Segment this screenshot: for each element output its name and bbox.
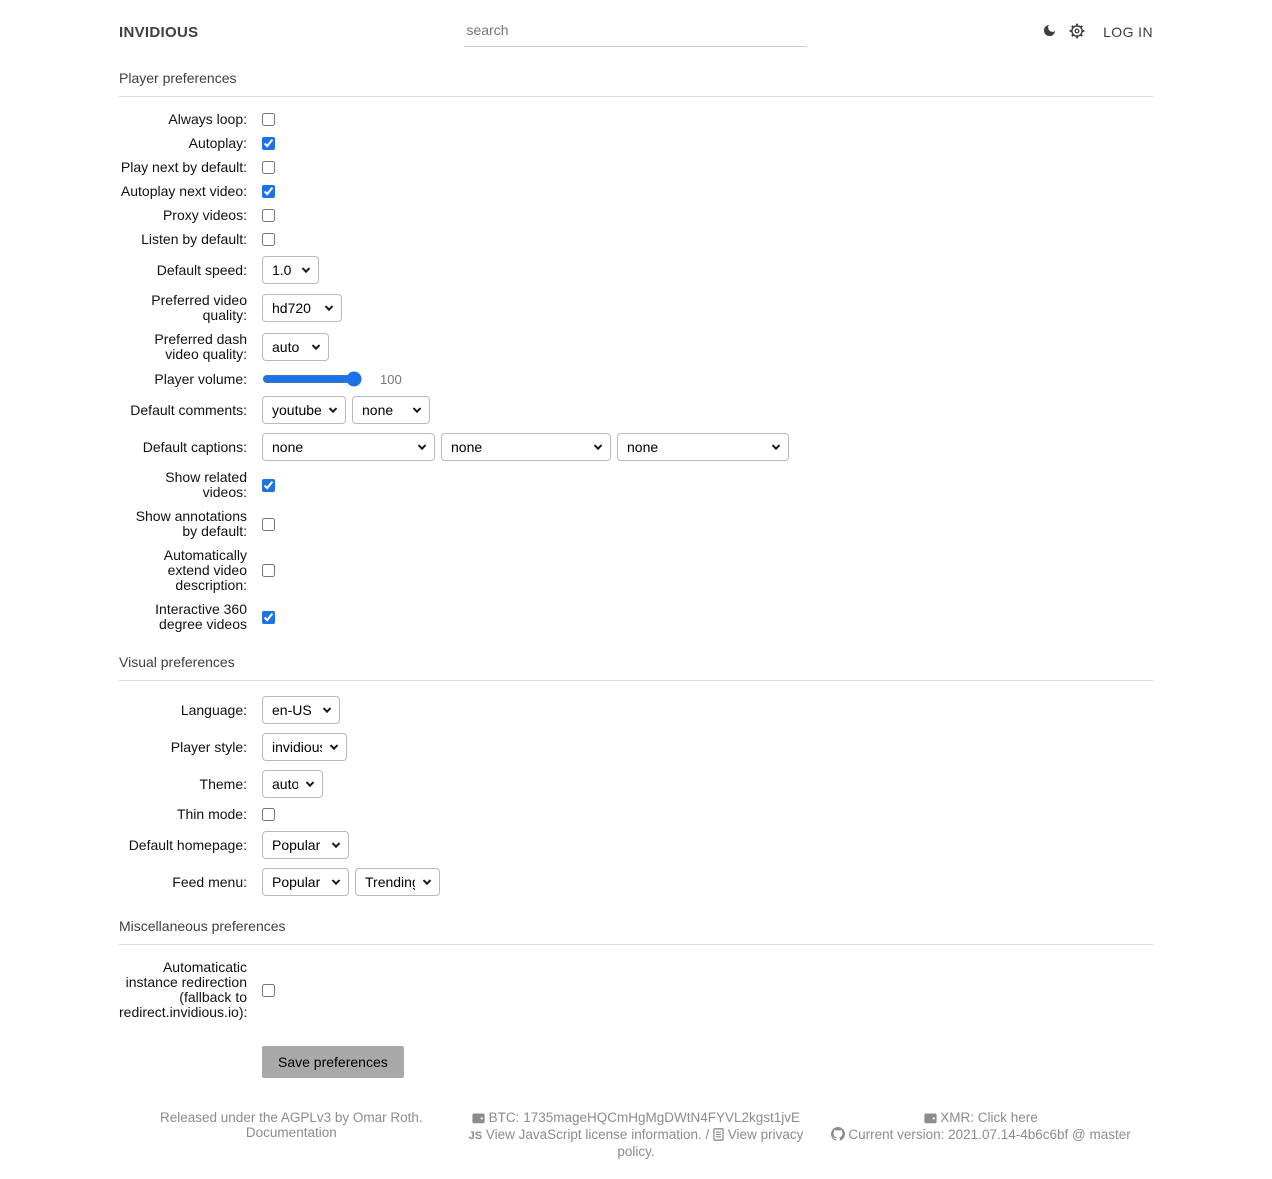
language-select[interactable]	[262, 696, 340, 724]
vr-mode-checkbox[interactable]	[262, 611, 275, 624]
player-volume-slider[interactable]	[262, 371, 362, 387]
pref-row-always-loop	[119, 112, 1153, 127]
invidious-logo[interactable]: INVIDIOUS	[119, 23, 199, 41]
save-preferences-button[interactable]: Save preferences	[262, 1046, 404, 1078]
footer-right	[808, 1110, 1153, 1159]
annotations-label: Show annotations by default:	[135, 508, 247, 539]
moon-icon	[1042, 23, 1057, 41]
gear-icon	[1069, 23, 1085, 42]
default-comments-select-2[interactable]	[352, 396, 430, 424]
pref-row-autoplay	[119, 136, 1153, 151]
search-input[interactable]	[464, 18, 807, 47]
pref-row-player-style	[119, 733, 1153, 761]
btc-label: BTC:	[488, 1110, 520, 1125]
footer	[119, 1110, 1153, 1179]
always-loop-label: Always loop:	[168, 111, 247, 127]
pref-row-listen-default	[119, 232, 1153, 247]
pref-row-play-next	[119, 160, 1153, 175]
documentation-link[interactable]: Documentation	[245, 1125, 337, 1140]
xmr-label: XMR:	[940, 1110, 975, 1125]
javascript-icon: JS	[468, 1130, 483, 1142]
language-label: Language:	[180, 701, 247, 718]
pref-row-default-captions	[119, 433, 1153, 461]
video-quality-select[interactable]	[262, 294, 342, 322]
dash-quality-label: Preferred dash video quality:	[154, 331, 247, 362]
save-row	[262, 1046, 1153, 1078]
wallet-icon	[924, 1112, 941, 1127]
related-videos-checkbox[interactable]	[262, 479, 275, 492]
annotations-checkbox[interactable]	[262, 518, 275, 531]
default-captions-select-1[interactable]	[262, 433, 435, 461]
version-label: Current version:	[848, 1127, 945, 1142]
thin-mode-checkbox[interactable]	[262, 808, 275, 821]
default-speed-select[interactable]	[262, 256, 319, 284]
footer-middle	[464, 1110, 809, 1159]
header-actions	[808, 23, 1153, 42]
pref-row-annotations	[119, 509, 1153, 539]
default-comments-label: Default comments:	[130, 401, 247, 418]
proxy-videos-label: Proxy videos:	[162, 207, 247, 223]
footer-separator: /	[705, 1127, 710, 1142]
pref-row-default-home	[119, 831, 1153, 859]
default-home-label: Default homepage:	[128, 836, 247, 853]
autoplay-next-label: Autoplay next video:	[120, 183, 247, 199]
related-videos-label: Show related videos:	[165, 469, 247, 500]
default-comments-select-1[interactable]	[262, 396, 346, 424]
pref-row-video-quality	[119, 293, 1153, 323]
listen-default-checkbox[interactable]	[262, 233, 275, 246]
search-area	[464, 18, 809, 47]
section-title-visual-preferences: Visual preferences	[119, 654, 1153, 681]
pref-row-language	[119, 696, 1153, 724]
auto-redirect-checkbox[interactable]	[262, 984, 275, 997]
default-captions-select-3[interactable]	[617, 433, 789, 461]
extend-desc-checkbox[interactable]	[262, 564, 275, 577]
theme-select[interactable]	[262, 770, 323, 798]
default-captions-select-2[interactable]	[441, 433, 611, 461]
pref-row-dash-quality	[119, 332, 1153, 362]
thin-mode-label: Thin mode:	[176, 806, 247, 822]
auto-redirect-label: Automaticatic instance redirection (fallback to redirect.invidious.io):	[119, 959, 248, 1020]
play-next-label: Play next by default:	[120, 159, 247, 175]
dark-mode-toggle[interactable]	[1042, 23, 1057, 41]
pref-row-extend-desc	[119, 548, 1153, 593]
feed-menu-select-1[interactable]	[262, 868, 349, 896]
player-volume-value: 100	[380, 371, 402, 387]
footer-left	[119, 1110, 464, 1159]
pref-row-proxy-videos	[119, 208, 1153, 223]
logo-area	[119, 24, 464, 41]
pref-row-default-speed	[119, 256, 1153, 284]
log-in-link[interactable]: LOG IN	[1103, 24, 1153, 40]
listen-default-label: Listen by default:	[141, 231, 247, 247]
video-quality-label: Preferred video quality:	[151, 292, 247, 323]
autoplay-next-checkbox[interactable]	[262, 185, 275, 198]
feed-menu-select-2[interactable]	[355, 868, 440, 896]
section-title-misc-preferences: Miscellaneous preferences	[119, 918, 1153, 945]
pref-row-auto-redirect	[119, 960, 1153, 1020]
github-icon	[831, 1129, 849, 1144]
autoplay-checkbox[interactable]	[262, 137, 275, 150]
autoplay-label: Autoplay:	[188, 135, 247, 151]
license-text: Released under the AGPLv3 by Omar Roth.	[160, 1110, 423, 1125]
pref-row-theme	[119, 770, 1153, 798]
version-value: 2021.07.14-4b6c6bf @ master	[948, 1127, 1131, 1142]
pref-row-vr-mode	[119, 602, 1153, 632]
pref-row-default-comments	[119, 396, 1153, 424]
player-style-label: Player style:	[170, 738, 247, 755]
pref-row-autoplay-next	[119, 184, 1153, 199]
section-title-player-preferences: Player preferences	[119, 70, 1153, 97]
proxy-videos-checkbox[interactable]	[262, 209, 275, 222]
page-container	[119, 0, 1153, 1179]
pref-row-thin-mode	[119, 807, 1153, 822]
player-volume-label: Player volume:	[154, 370, 247, 387]
preferences-button[interactable]	[1069, 23, 1085, 42]
file-icon	[713, 1129, 728, 1144]
pref-row-related-videos	[119, 470, 1153, 500]
wallet-icon	[472, 1112, 489, 1127]
extend-desc-label: Automatically extend video description:	[163, 547, 247, 593]
always-loop-checkbox[interactable]	[262, 113, 275, 126]
default-captions-label: Default captions:	[142, 438, 247, 455]
pref-row-feed-menu	[119, 868, 1153, 896]
theme-label: Theme:	[199, 775, 247, 792]
privacy-policy-link[interactable]: View privacy policy.	[617, 1127, 804, 1159]
pref-row-player-volume	[119, 371, 1153, 387]
default-speed-label: Default speed:	[156, 261, 247, 278]
vr-mode-label: Interactive 360 degree videos	[155, 601, 247, 632]
dash-quality-select[interactable]	[262, 333, 329, 361]
js-license-link[interactable]: View JavaScript license information.	[485, 1127, 702, 1142]
xmr-link[interactable]: Click here	[977, 1110, 1038, 1125]
player-style-select[interactable]	[262, 733, 347, 761]
play-next-checkbox[interactable]	[262, 161, 275, 174]
feed-menu-label: Feed menu:	[172, 873, 247, 890]
default-home-select[interactable]	[262, 831, 349, 859]
btc-address: 1735mageHQCmHgMgDWtN4FYVL2kgst1jvE	[523, 1110, 801, 1125]
top-bar	[119, 0, 1153, 48]
